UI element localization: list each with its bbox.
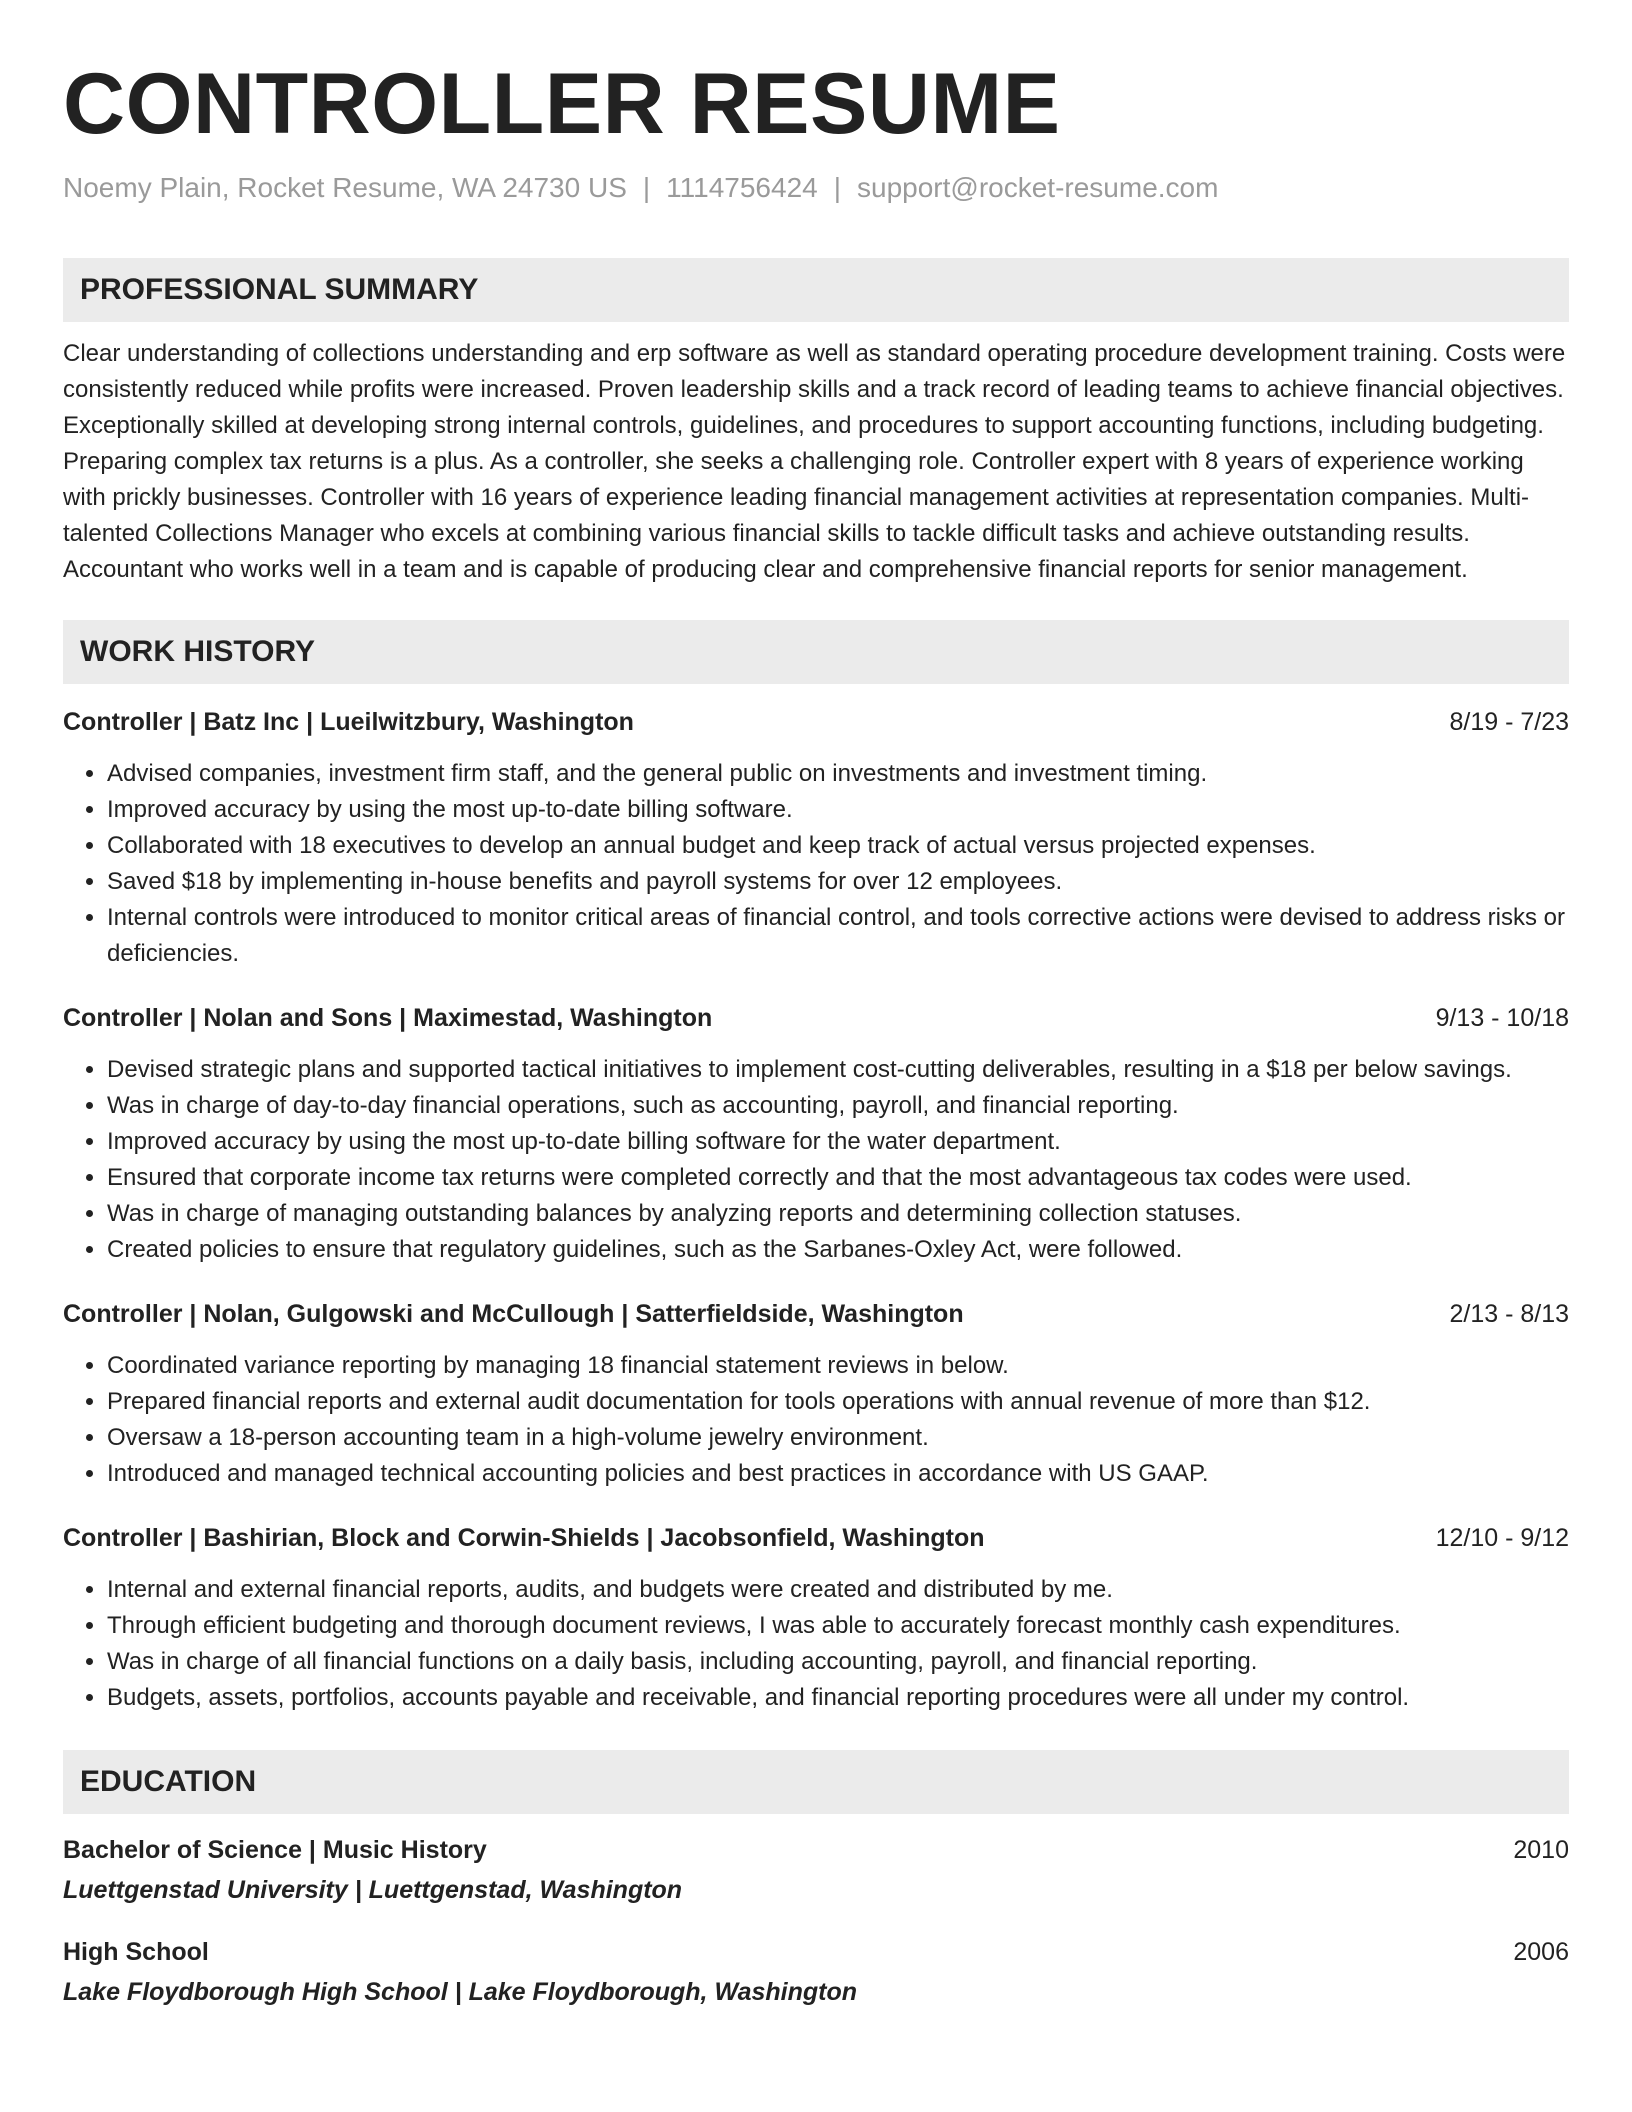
job-title: Controller | Bashirian, Block and Corwin-Shields | Jacobsonfield, Washington: [63, 1524, 985, 1552]
education-section-header: EDUCATION: [63, 1750, 1569, 1814]
job-bullet: • Was in charge of day-to-day financial operations, such as accounting, payroll, and financial reporting.: [107, 1088, 1569, 1124]
work-history-section-header: WORK HISTORY: [63, 620, 1569, 684]
summary-text: Clear understanding of collections understanding and erp software as well as standard operating procedure development training. Costs were consistently reduced while profits were increased. Proven leadership skills and a track record of leading teams to achieve financial objectives. Exceptionally skilled at developing strong internal controls, guidelines, and procedures to support accounting functions, including budgeting. Preparing complex tax returns is a plus. As a controller, she seeks a challenging role. Controller expert with 8 years of experience working with prickly businesses. Controller with 16 years of experience leading financial management activities at representation companies. Multi-talented Collections Manager who excels at combining various financial skills to tackle difficult tasks and achieve outstanding results. Accountant who works well in a team and is capable of producing clear and comprehensive financial reports for senior management.: [63, 340, 1566, 583]
education-degree: Bachelor of Science | Music History: [63, 1836, 487, 1864]
education-year: 2006: [1513, 1938, 1569, 1966]
education-entry: [63, 1936, 1569, 2008]
job-bullet: • Improved accuracy by using the most up-to-date billing software.: [107, 792, 1569, 828]
job-bullet: • Advised companies, investment firm staff, and the general public on investments and investment timing.: [107, 756, 1569, 792]
job-bullets: [63, 1052, 1569, 1268]
job-bullet: • Introduced and managed technical accounting policies and best practices in accordance with US GAAP.: [107, 1456, 1569, 1492]
contact-address: Noemy Plain, Rocket Resume, WA 24730 US: [63, 172, 627, 203]
job-bullet: • Through efficient budgeting and thorough document reviews, I was able to accurately forecast monthly cash expenditures.: [107, 1608, 1569, 1644]
contact-separator: |: [642, 172, 651, 203]
job-bullet: • Collaborated with 18 executives to develop an annual budget and keep track of actual versus projected expenses.: [107, 828, 1569, 864]
education-entry: [63, 1834, 1569, 1906]
job-bullet: • Oversaw a 18-person accounting team in a high-volume jewelry environment.: [107, 1420, 1569, 1456]
job-bullets: [63, 756, 1569, 972]
job-bullet: • Internal controls were introduced to monitor critical areas of financial control, and tools corrective actions were devised to address risks or deficiencies.: [107, 900, 1569, 972]
job-title: Controller | Nolan and Sons | Maximestad, Washington: [63, 1004, 713, 1032]
job-bullet: • Created policies to ensure that regulatory guidelines, such as the Sarbanes-Oxley Act, were followed.: [107, 1232, 1569, 1268]
job-entry: [63, 1298, 1569, 1492]
job-bullet: • Budgets, assets, portfolios, accounts payable and receivable, and financial reporting procedures were all under my control.: [107, 1680, 1569, 1716]
job-bullets: [63, 1348, 1569, 1492]
job-entry: [63, 1002, 1569, 1268]
contact-line: [63, 170, 1569, 206]
job-entry: [63, 706, 1569, 972]
job-dates: 8/19 - 7/23: [1449, 708, 1569, 736]
education-school: Lake Floydborough High School | Lake Floydborough, Washington: [63, 1978, 858, 2006]
contact-separator: |: [833, 172, 842, 203]
education-degree: High School: [63, 1938, 209, 1966]
summary-section-header: PROFESSIONAL SUMMARY: [63, 258, 1569, 322]
job-bullet: • Devised strategic plans and supported tactical initiatives to implement cost-cutting deliverables, resulting in a $18 per below savings.: [107, 1052, 1569, 1088]
education-year: 2010: [1513, 1836, 1569, 1864]
contact-email: support@rocket-resume.com: [857, 172, 1219, 203]
job-bullets: [63, 1572, 1569, 1716]
job-bullet: • Internal and external financial reports, audits, and budgets were created and distributed by me.: [107, 1572, 1569, 1608]
job-title: Controller | Nolan, Gulgowski and McCullough | Satterfieldside, Washington: [63, 1300, 964, 1328]
job-bullet: • Ensured that corporate income tax returns were completed correctly and that the most advantageous tax codes were used.: [107, 1160, 1569, 1196]
job-dates: 12/10 - 9/12: [1435, 1524, 1569, 1552]
job-bullet: • Coordinated variance reporting by managing 18 financial statement reviews in below.: [107, 1348, 1569, 1384]
contact-phone: 1114756424: [666, 172, 818, 203]
job-dates: 9/13 - 10/18: [1435, 1004, 1569, 1032]
job-dates: 2/13 - 8/13: [1449, 1300, 1569, 1328]
job-bullet: • Was in charge of managing outstanding balances by analyzing reports and determining collection statuses.: [107, 1196, 1569, 1232]
job-bullet: • Prepared financial reports and external audit documentation for tools operations with annual revenue of more than $12.: [107, 1384, 1569, 1420]
job-title: Controller | Batz Inc | Lueilwitzbury, Washington: [63, 708, 634, 736]
job-bullet: • Was in charge of all financial functions on a daily basis, including accounting, payroll, and financial reporting.: [107, 1644, 1569, 1680]
job-entry: [63, 1522, 1569, 1716]
job-bullet: • Improved accuracy by using the most up-to-date billing software for the water department.: [107, 1124, 1569, 1160]
resume-title: CONTROLLER RESUME: [63, 56, 1061, 152]
education-school: Luettgenstad University | Luettgenstad, Washington: [63, 1876, 683, 1904]
job-bullet: • Saved $18 by implementing in-house benefits and payroll systems for over 12 employees.: [107, 864, 1569, 900]
